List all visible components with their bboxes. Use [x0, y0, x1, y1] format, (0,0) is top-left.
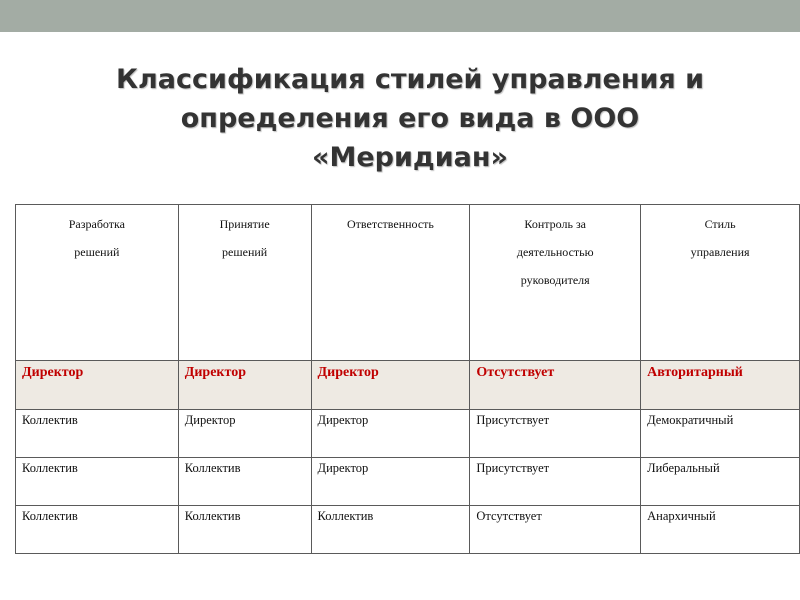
- header-cell-control: Контроль за деятельностью руководителя: [470, 205, 641, 361]
- table-cell: Коллектив: [16, 458, 179, 506]
- table-cell: Присутствует: [470, 458, 641, 506]
- table-cell: Коллектив: [178, 458, 311, 506]
- table-cell: Анархичный: [641, 506, 800, 554]
- table-cell: Коллектив: [178, 506, 311, 554]
- header-cell-style: Стиль управления: [641, 205, 800, 361]
- table-cell: Директор: [311, 361, 470, 410]
- table-cell: Отсутствует: [470, 506, 641, 554]
- table-cell: Авторитарный: [641, 361, 800, 410]
- table-cell: Коллектив: [311, 506, 470, 554]
- table-row-authoritarian: [16, 361, 800, 410]
- top-bar: [0, 0, 800, 32]
- table-cell: Коллектив: [16, 410, 179, 458]
- management-styles-table: [15, 204, 800, 554]
- table-cell: Директор: [311, 458, 470, 506]
- table-cell: Демократичный: [641, 410, 800, 458]
- header-cell-decision-development: Разработка решений: [16, 205, 179, 361]
- table-cell: Либеральный: [641, 458, 800, 506]
- title-line-2: определения его вида в ООО: [180, 103, 640, 134]
- table-cell: Директор: [311, 410, 470, 458]
- title-line-1: Классификация стилей управления и: [115, 64, 705, 95]
- header-row: [16, 205, 800, 361]
- title-line-3: «Меридиан»: [312, 142, 508, 173]
- slide-title: [40, 60, 780, 177]
- table-cell: Директор: [178, 361, 311, 410]
- table-cell: Коллектив: [16, 506, 179, 554]
- table-cell: Присутствует: [470, 410, 641, 458]
- table-row-democratic: [16, 410, 800, 458]
- table-row-anarchic: [16, 506, 800, 554]
- header-cell-decision-making: Принятие решений: [178, 205, 311, 361]
- table-cell: Директор: [16, 361, 179, 410]
- header-cell-responsibility: Ответственность: [311, 205, 470, 361]
- table-cell: Отсутствует: [470, 361, 641, 410]
- table-row-liberal: [16, 458, 800, 506]
- table-cell: Директор: [178, 410, 311, 458]
